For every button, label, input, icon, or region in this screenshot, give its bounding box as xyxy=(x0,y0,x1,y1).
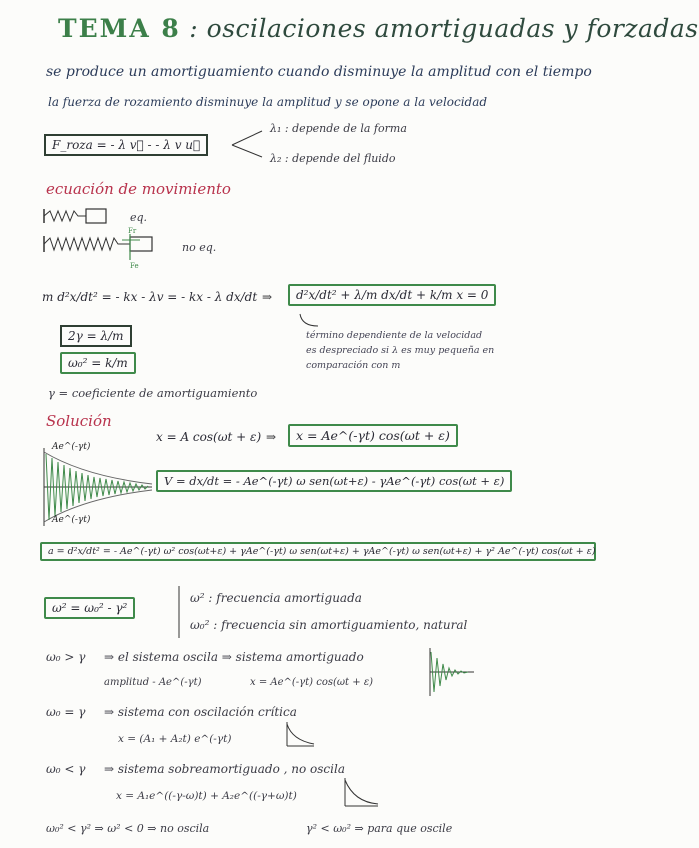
lambda1-note: λ₁ : depende de la forma xyxy=(270,122,407,135)
frequency-equation: ω² = ω₀² - γ² xyxy=(52,601,128,615)
gamma-definition-box xyxy=(60,325,132,347)
eq-label: eq. xyxy=(130,211,148,224)
x-equation-boxed xyxy=(288,424,458,447)
velocity-equation-box xyxy=(156,470,512,492)
case3-equation: x = A₁e^((-γ-ω)t) + A₂e^((-γ+ω)t) xyxy=(116,790,297,802)
case2-result: ⇒ sistema con oscilación crítica xyxy=(104,705,297,719)
fr-label: Fr xyxy=(128,227,137,235)
acceleration-equation: a = d²x/dt² = - Ae^(-γt) ω² cos(ωt+ε) + γAe^(-γt) ω sen(ωt+ε) + γAe^(-γt) ω sen(ωt+ε) + γ² Ae^(-γt) cos(ωt + ε) xyxy=(48,546,596,557)
friction-formula: F_roza = - λ v⃗ - - λ v u⃗ xyxy=(52,138,201,152)
x-equation-boxed-text: x = Ae^(-γt) cos(ωt + ε) xyxy=(296,428,450,443)
title-prefix: TEMA 8 xyxy=(58,14,181,43)
case1-condition: ω₀ > γ xyxy=(46,650,86,664)
note-pointer xyxy=(298,312,338,330)
acceleration-equation-box xyxy=(40,542,596,561)
x-equation: x = A cos(ωt + ε) xyxy=(156,430,262,444)
movement-heading: ecuación de movimiento xyxy=(46,180,231,198)
frequency-box xyxy=(44,597,135,619)
note-line-1: término dependiente de la velocidad xyxy=(306,330,483,341)
case1-graph xyxy=(428,648,476,696)
case1-amplitude: amplitud - Ae^(-γt) xyxy=(104,677,202,688)
gamma-definition: 2γ = λ/m xyxy=(68,329,124,343)
page-title xyxy=(58,14,699,43)
footer-left: ω₀² < γ² ⇒ ω² < 0 ⇒ no oscila xyxy=(46,822,210,835)
spring-noeq-diagram xyxy=(44,232,164,268)
spring-eq-diagram xyxy=(44,207,114,225)
case3-result: ⇒ sistema sobreamortiguado , no oscila xyxy=(104,762,345,776)
x-arrow: ⇒ xyxy=(266,430,277,444)
case3-condition: ω₀ < γ xyxy=(46,762,86,776)
graph-top-label: Ae^(-γt) xyxy=(52,442,91,452)
solution-heading: Solución xyxy=(46,412,112,430)
branch-arrows xyxy=(232,125,266,165)
case1-equation: x = Ae^(-γt) cos(ωt + ε) xyxy=(250,677,374,688)
case3-graph xyxy=(344,778,380,808)
omega-definition-box xyxy=(60,352,136,374)
motion-equation-boxed-text: d²x/dt² + λ/m dx/dt + k/m x = 0 xyxy=(296,288,489,302)
case2-condition: ω₀ = γ xyxy=(46,705,86,719)
fe-label: Fe xyxy=(130,262,139,270)
motion-equation-boxed xyxy=(288,284,496,306)
velocity-equation: V = dx/dt = - Ae^(-γt) ω sen(ωt+ε) - γAe^(-γt) cos(ωt + ε) xyxy=(164,474,505,488)
friction-formula-box xyxy=(44,134,208,156)
motion-equation: m d²x/dt² = - kx - λv = - kx - λ dx/dt xyxy=(42,290,258,304)
note-line-2: es despreciado si λ es muy pequeña en xyxy=(306,345,495,356)
frequency-w-note: ω² : frecuencia amortiguada xyxy=(190,591,362,605)
intro-line-1: se produce un amortiguamiento cuando disminuye la amplitud con el tiempo xyxy=(46,64,592,80)
frequency-bracket xyxy=(176,586,182,638)
footer-right: γ² < ω₀² ⇒ para que oscile xyxy=(306,822,453,835)
gamma-name: γ = coeficiente de amortiguamiento xyxy=(48,386,258,400)
case1-result: ⇒ el sistema oscila ⇒ sistema amortiguado xyxy=(104,650,364,664)
note-line-3: comparación con m xyxy=(306,360,401,371)
case2-graph xyxy=(286,722,316,748)
title-suffix: : oscilaciones amortiguadas y forzadas xyxy=(189,14,699,43)
omega-definition: ω₀² = k/m xyxy=(68,356,128,370)
case2-equation: x = (A₁ + A₂t) e^(-γt) xyxy=(118,733,232,745)
intro-line-2: la fuerza de rozamiento disminuye la amplitud y se opone a la velocidad xyxy=(48,95,488,109)
lambda2-note: λ₂ : depende del fluido xyxy=(270,152,396,165)
graph-bottom-label: Ae^(-γt) xyxy=(52,515,91,525)
frequency-w0-note: ω₀² : frecuencia sin amortiguamiento, natural xyxy=(190,618,468,632)
implies-arrow: ⇒ xyxy=(262,290,273,304)
no-eq-label: no eq. xyxy=(182,241,217,254)
